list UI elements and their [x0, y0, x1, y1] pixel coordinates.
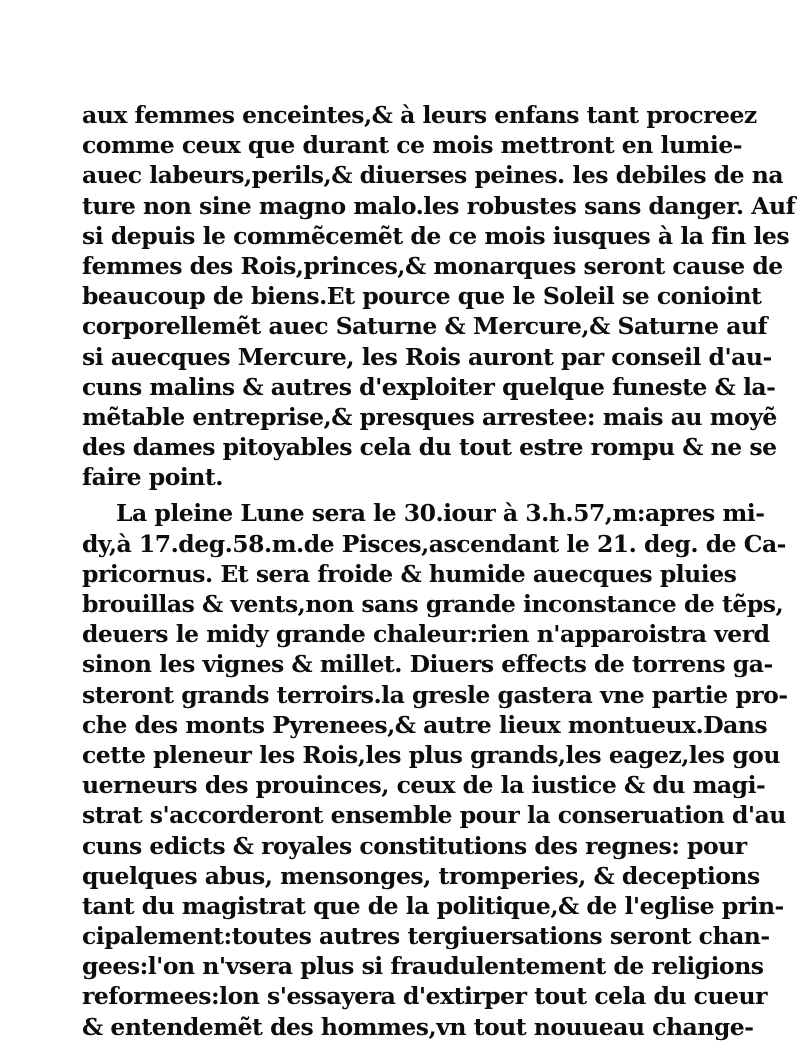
text-line: steront grands terroirs.la gresle gastera vne partie pro-: [82, 680, 788, 709]
text-line: aux femmes enceintes,& à leurs enfans tant procreez: [82, 101, 757, 129]
text-line: mẽtable entreprise,& presques arrestee: mais au moyẽ: [82, 402, 777, 431]
text-line: reformees:lon s'essayera d'extirper tout cela du cueur: [82, 982, 767, 1011]
text-line: dy,à 17.deg.58.m.de Pisces,ascendant le 21. deg. de Ca-: [82, 529, 786, 558]
text-line: strat s'accorderont ensemble pour la conseruation d'au: [82, 801, 786, 830]
paragraph-1: [82, 100, 796, 492]
text-line: auec labeurs,perils,& diuerses peines. les debiles de na: [82, 161, 784, 190]
text-line: comme ceux que durant ce mois mettront en lumie-: [82, 131, 743, 160]
text-line: beaucoup de biens.Et pource que le Soleil se conioint: [82, 282, 762, 311]
text-line: cipalement:toutes autres tergiuersations seront chan-: [82, 922, 770, 951]
text-line: si auecques Mercure, les Rois auront par conseil d'au-: [82, 342, 772, 371]
text-line: gees:l'on n'vsera plus si fraudulentement de religions: [82, 952, 764, 981]
text-line: La pleine Lune sera le 30.iour à 3.h.57,m:apres mi-: [116, 499, 765, 528]
paragraph-2: [82, 498, 788, 1041]
text-line: uerneurs des prouinces, ceux de la iustice & du magi-: [82, 771, 766, 800]
text-line: si depuis le commẽcemẽt de ce mois iusques à la fin les: [82, 221, 790, 250]
text-line: corporellemẽt auec Saturne & Mercure,& Saturne auf: [82, 312, 768, 341]
page-text: [82, 100, 796, 1042]
text-line: brouillas & vents,non sans grande inconstance de tẽps,: [82, 590, 784, 618]
text-line: & entendemẽt des hommes,vn tout nouueau change-: [82, 1012, 754, 1041]
text-line: cuns malins & autres d'exploiter quelque funeste & la-: [82, 372, 776, 401]
text-line: cette pleneur les Rois,les plus grands,les eagez,les gou: [82, 740, 780, 769]
text-line: des dames pitoyables cela du tout estre rompu & ne se: [82, 433, 777, 462]
text-line: deuers le midy grande chaleur:rien n'apparoistra verd: [82, 620, 770, 649]
text-line: ture non sine magno malo.les robustes sans danger. Auf: [82, 191, 796, 220]
text-line: cuns edicts & royales constitutions des regnes: pour: [82, 831, 747, 860]
text-line: tant du magistrat que de la politique,& de l'eglise prin-: [82, 891, 784, 920]
text-line: quelques abus, mensonges, tromperies, & deceptions: [82, 861, 760, 890]
text-line: pricornus. Et sera froide & humide auecques pluies: [82, 559, 737, 588]
text-line: femmes des Rois,princes,& monarques seront cause de: [82, 251, 783, 280]
text-line: faire point.: [82, 463, 223, 492]
text-line: che des monts Pyrenees,& autre lieux montueux.Dans: [82, 710, 768, 739]
text-line: sinon les vignes & millet. Diuers effects de torrens ga-: [82, 650, 773, 679]
